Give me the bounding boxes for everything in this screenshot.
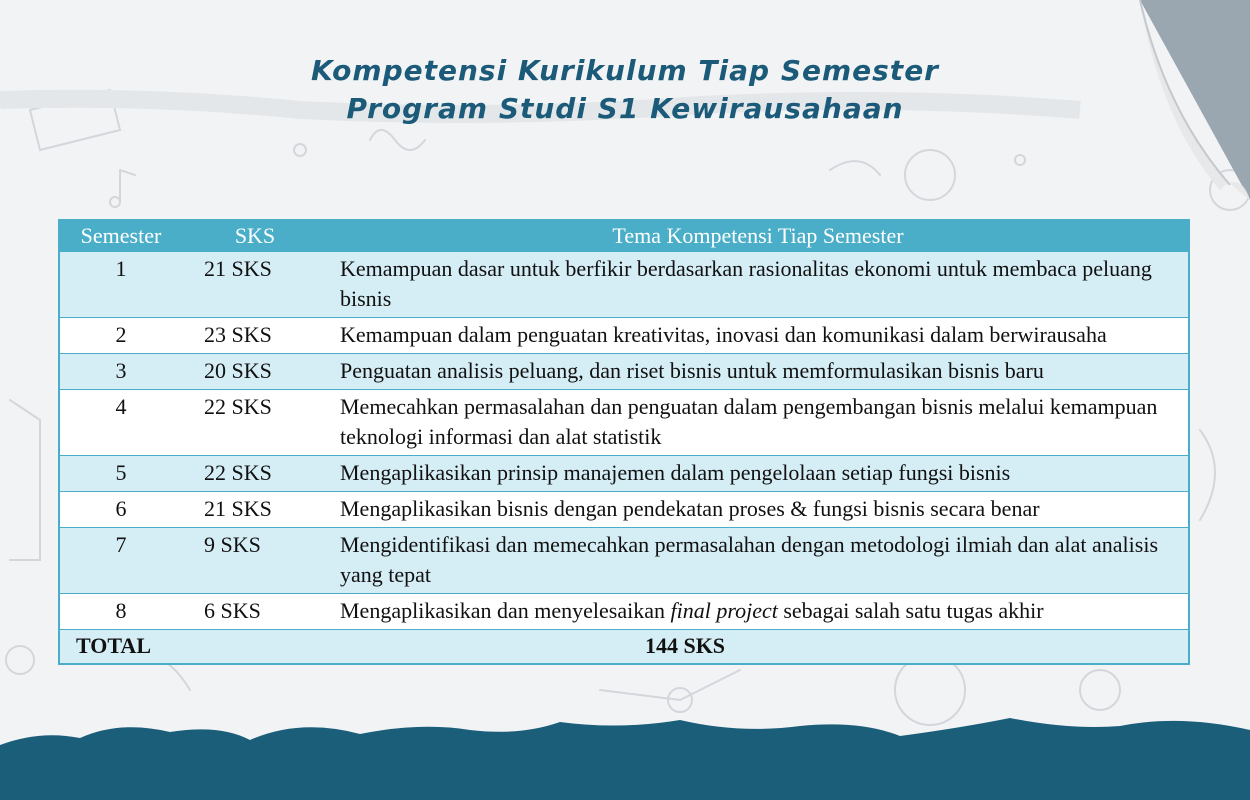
cell-sks: 6 SKS — [182, 594, 328, 630]
header-sks: SKS — [182, 220, 328, 252]
table-header-row — [59, 220, 1189, 252]
cell-tema: Penguatan analisis peluang, dan riset bisnis untuk memformulasikan bisnis baru — [328, 354, 1189, 390]
cell-tema: Mengidentifikasi dan memecahkan permasalahan dengan metodologi ilmiah dan alat analisis yang tepat — [328, 528, 1189, 594]
table-row — [59, 456, 1189, 492]
cell-tema: Mengaplikasikan bisnis dengan pendekatan proses & fungsi bisnis secara benar — [328, 492, 1189, 528]
header-tema: Tema Kompetensi Tiap Semester — [328, 220, 1189, 252]
cell-sks: 22 SKS — [182, 456, 328, 492]
cell-semester: 3 — [59, 354, 182, 390]
cell-semester: 8 — [59, 594, 182, 630]
cell-tema: Kemampuan dalam penguatan kreativitas, inovasi dan komunikasi dalam berwirausaha — [328, 318, 1189, 354]
header-semester: Semester — [59, 220, 182, 252]
cell-semester: 7 — [59, 528, 182, 594]
tema-text-before: Mengaplikasikan dan menyelesaikan — [340, 598, 671, 623]
total-row — [59, 630, 1189, 665]
tema-text-after: sebagai salah satu tugas akhir — [777, 598, 1044, 623]
cell-sks: 9 SKS — [182, 528, 328, 594]
doodle-note-icon — [120, 170, 135, 200]
title-line-1: Kompetensi Kurikulum Tiap Semester — [310, 54, 939, 87]
table-row — [59, 318, 1189, 354]
table-row — [59, 252, 1189, 318]
cell-semester: 2 — [59, 318, 182, 354]
table-row — [59, 594, 1189, 630]
cell-semester: 6 — [59, 492, 182, 528]
table-row — [59, 492, 1189, 528]
title-block — [0, 52, 1250, 128]
cell-sks: 21 SKS — [182, 492, 328, 528]
cell-sks: 23 SKS — [182, 318, 328, 354]
cell-sks: 20 SKS — [182, 354, 328, 390]
tema-text-italic: final project — [670, 598, 778, 623]
total-value: 144 SKS — [182, 630, 1189, 665]
cell-sks: 21 SKS — [182, 252, 328, 318]
cell-sks: 22 SKS — [182, 390, 328, 456]
cell-tema: Kemampuan dasar untuk berfikir berdasarkan rasionalitas ekonomi untuk membaca peluang bisnis — [328, 252, 1189, 318]
cell-semester: 1 — [59, 252, 182, 318]
bottom-wave — [0, 700, 1250, 800]
table-row — [59, 390, 1189, 456]
table-row — [59, 528, 1189, 594]
cell-tema: Mengaplikasikan prinsip manajemen dalam pengelolaan setiap fungsi bisnis — [328, 456, 1189, 492]
competency-table — [58, 219, 1190, 665]
total-label: TOTAL — [59, 630, 182, 665]
title-line-2: Program Studi S1 Kewirausahaan — [346, 92, 904, 125]
cell-semester: 4 — [59, 390, 182, 456]
cell-tema: Memecahkan permasalahan dan penguatan dalam pengembangan bisnis melalui kemampuan teknologi informasi dan alat statistik — [328, 390, 1189, 456]
doodle-circle-icon — [294, 144, 306, 156]
table-row — [59, 354, 1189, 390]
cell-tema — [328, 594, 1189, 630]
cell-semester: 5 — [59, 456, 182, 492]
